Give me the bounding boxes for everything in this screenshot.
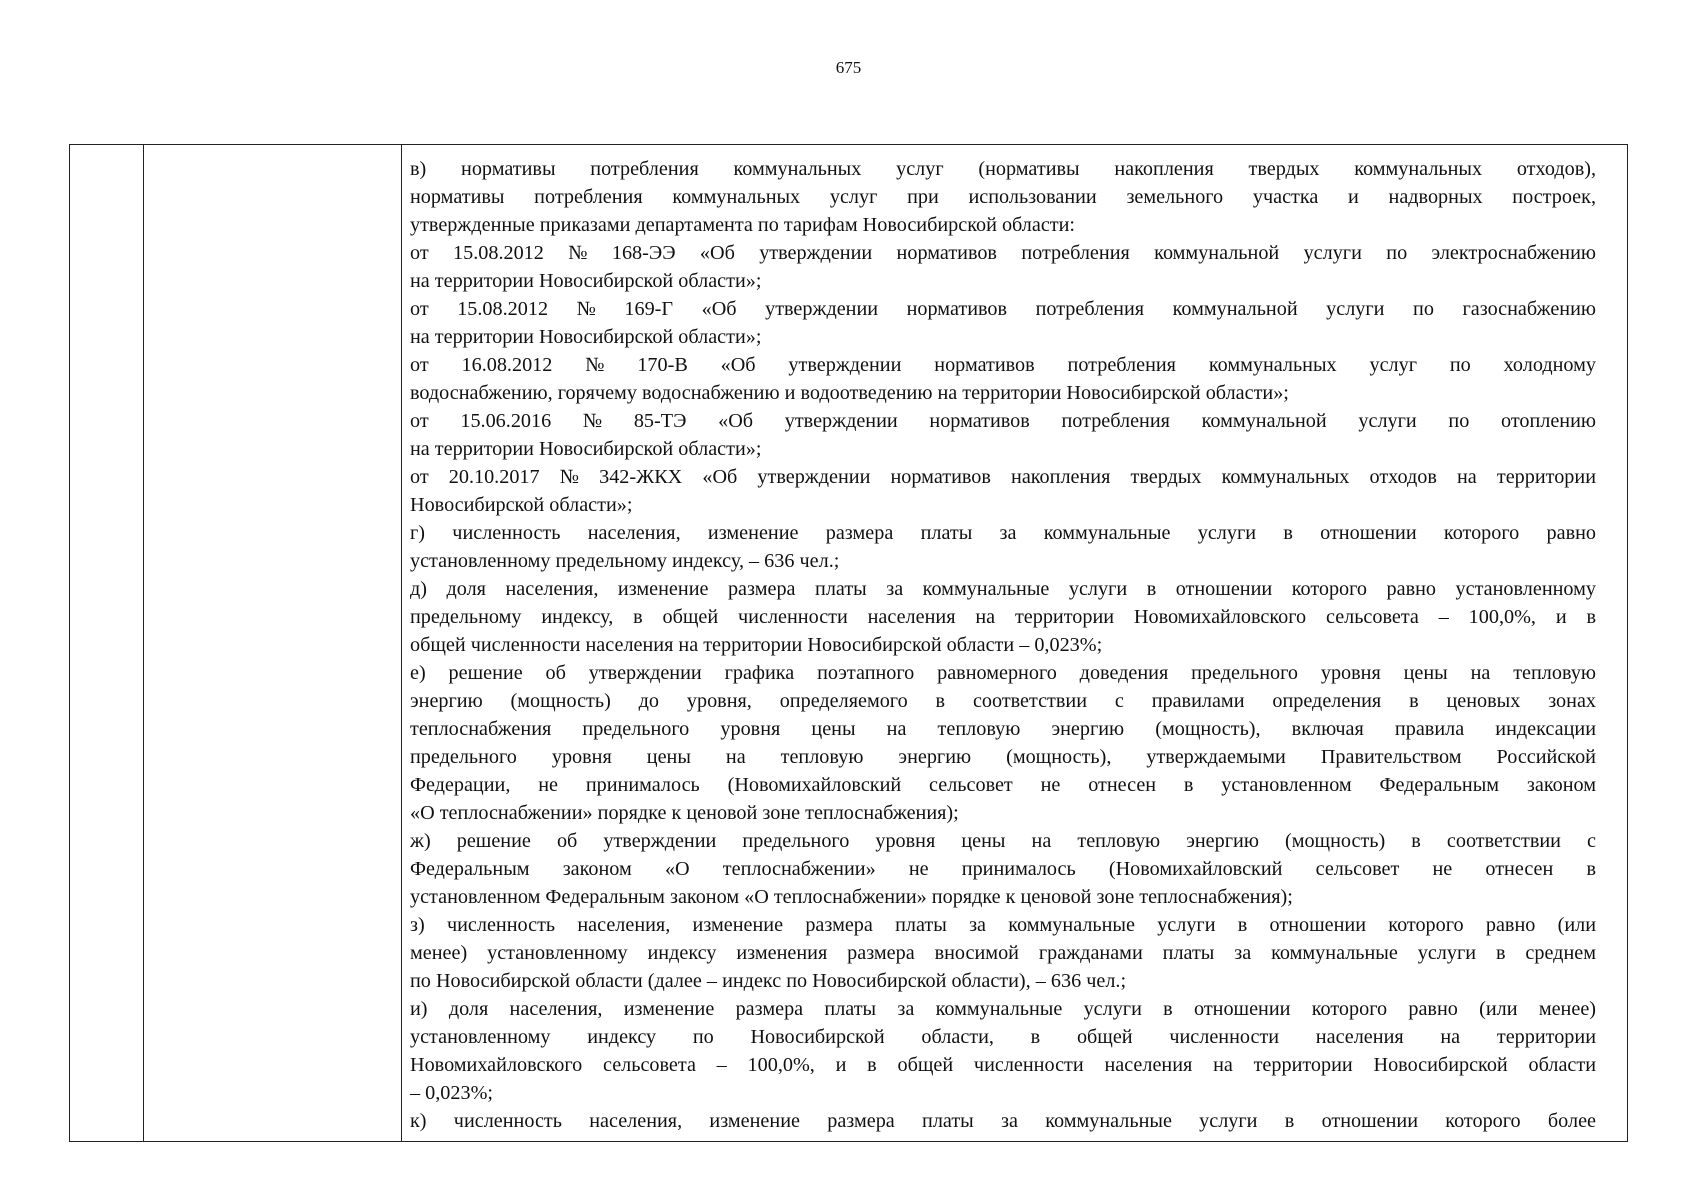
- paragraph-k: [410, 1107, 1596, 1135]
- text-line: Новомихайловского сельсовета – 100,0%, и в общей численности населения на территории Новосибирской области: [410, 1054, 1596, 1076]
- text-line: з) численность населения, изменение размера платы за коммунальные услуги в отношении которого равно (или: [410, 914, 1596, 936]
- text-line: водоснабжению, горячему водоснабжению и водоотведению на территории Новосибирской области»;: [410, 382, 1289, 404]
- text-line: Новосибирской области»;: [410, 494, 633, 516]
- text-line: по Новосибирской области (далее – индекс по Новосибирской области), – 636 чел.;: [410, 970, 1127, 992]
- paragraph-d: [410, 575, 1596, 659]
- text-line: общей численности населения на территории Новосибирской области – 0,023%;: [410, 634, 1103, 656]
- text-line: предельному индексу, в общей численности населения на территории Новомихайловского сельсовета – 100,0%, и в: [410, 606, 1596, 628]
- text-line: на территории Новосибирской области»;: [410, 326, 762, 348]
- text-line: к) численность населения, изменение размера платы за коммунальные услуги в отношении которого более: [410, 1110, 1596, 1132]
- paragraph-order-168: [410, 239, 1596, 295]
- text-line: ж) решение об утверждении предельного уровня цены на тепловую энергию (мощность) в соответствии с: [410, 830, 1596, 852]
- text-line: г) численность населения, изменение размера платы за коммунальные услуги в отношении которого равно: [410, 522, 1596, 544]
- paragraph-order-85: [410, 407, 1596, 463]
- paragraph-i: [410, 995, 1596, 1107]
- paragraph-g: [410, 519, 1596, 575]
- paragraph-order-342: [410, 463, 1596, 519]
- text-line: установленном Федеральным законом «О теплоснабжении» порядке к ценовой зоне теплоснабжения);: [410, 886, 1293, 908]
- text-line: и) доля населения, изменение размера платы за коммунальные услуги в отношении которого равно (или менее): [410, 998, 1596, 1020]
- text-line: – 0,023%;: [410, 1082, 493, 1104]
- text-line: «О теплоснабжении» порядке к ценовой зоне теплоснабжения);: [410, 802, 959, 824]
- text-line: установленному индексу по Новосибирской области, в общей численности населения на территории: [410, 1026, 1596, 1048]
- table-column-content: [402, 145, 1627, 1141]
- paragraph-order-169: [410, 295, 1596, 351]
- table-column-number: [70, 145, 144, 1141]
- text-line: е) решение об утверждении графика поэтапного равномерного доведения предельного уровня цены на тепловую: [410, 662, 1596, 684]
- text-line: предельного уровня цены на тепловую энергию (мощность), утверждаемыми Правительством Российской: [410, 746, 1596, 768]
- text-line: теплоснабжения предельного уровня цены на тепловую энергию (мощность), включая правила индексации: [410, 718, 1596, 740]
- text-line: на территории Новосибирской области»;: [410, 270, 762, 292]
- paragraph-e: [410, 659, 1596, 827]
- text-line: от 15.08.2012 № 168-ЭЭ «Об утверждении нормативов потребления коммунальной услуги по электроснабжению: [410, 242, 1596, 264]
- page-number: 675: [835, 58, 862, 77]
- table-column-name: [144, 145, 402, 1141]
- text-line: от 16.08.2012 № 170-В «Об утверждении нормативов потребления коммунальных услуг по холодному: [410, 354, 1596, 376]
- text-line: от 20.10.2017 № 342-ЖКХ «Об утверждении нормативов накопления твердых коммунальных отходов на территории: [410, 466, 1596, 488]
- text-line: Федеральным законом «О теплоснабжении» не принималось (Новомихайловский сельсовет не отнесен в: [410, 858, 1596, 880]
- document-table: [69, 144, 1628, 1142]
- text-line: от 15.08.2012 № 169-Г «Об утверждении нормативов потребления коммунальной услуги по газоснабжению: [410, 298, 1596, 320]
- text-line: Федерации, не принималось (Новомихайловский сельсовет не отнесен в установленном Федеральным законом: [410, 774, 1596, 796]
- text-line: установленному предельному индексу, – 636 чел.;: [410, 550, 840, 572]
- paragraph-order-170: [410, 351, 1596, 407]
- text-line: д) доля населения, изменение размера платы за коммунальные услуги в отношении которого равно установленному: [410, 578, 1596, 600]
- text-line: менее) установленному индексу изменения размера вносимой гражданами платы за коммунальные услуги в среднем: [410, 942, 1596, 964]
- text-line: на территории Новосибирской области»;: [410, 438, 762, 460]
- paragraph-zh: [410, 827, 1596, 911]
- text-line: энергию (мощность) до уровня, определяемого в соответствии с правилами определения в ценовых зонах: [410, 690, 1596, 712]
- text-line: нормативы потребления коммунальных услуг при использовании земельного участка и надворных построек,: [410, 186, 1596, 208]
- paragraph-z: [410, 911, 1596, 995]
- text-line: в) нормативы потребления коммунальных услуг (нормативы накопления твердых коммунальных отходов),: [410, 158, 1596, 180]
- paragraph-v: [410, 155, 1596, 239]
- text-line: от 15.06.2016 № 85-ТЭ «Об утверждении нормативов потребления коммунальной услуги по отоплению: [410, 410, 1596, 432]
- text-line: утвержденные приказами департамента по тарифам Новосибирской области:: [410, 214, 1076, 236]
